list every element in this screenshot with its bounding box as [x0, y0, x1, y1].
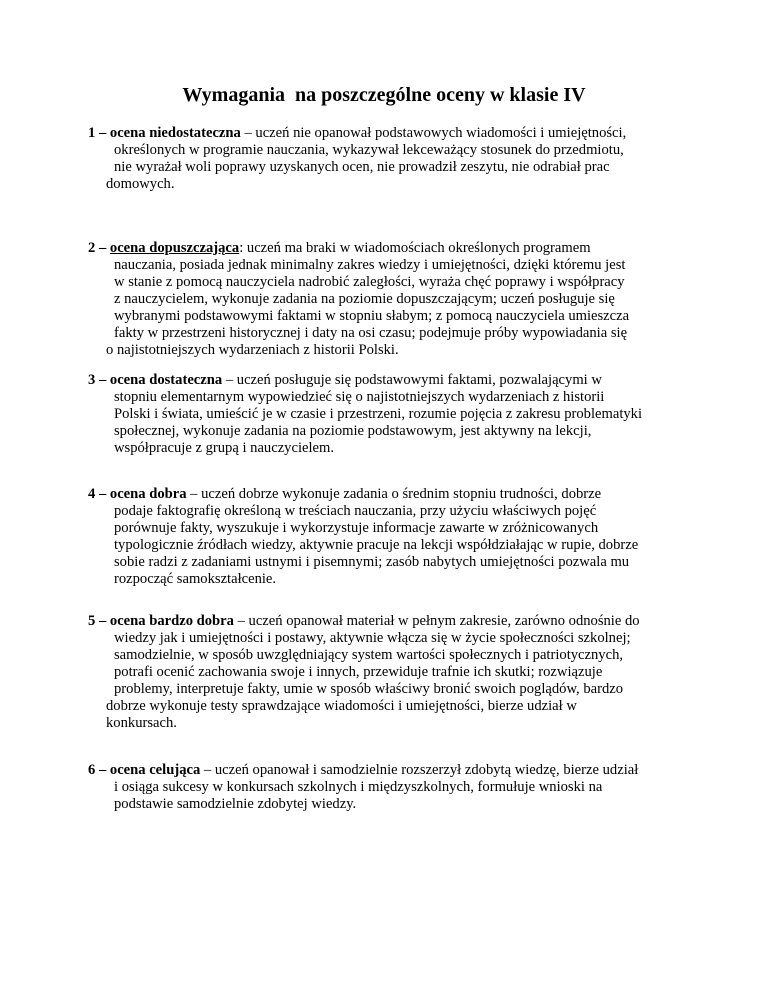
grade-section-1	[88, 125, 688, 193]
grade-first-line: 6 – ocena celująca – uczeń opanował i samodzielnie rozszerzył zdobytą wiedzę, bierze udział	[88, 762, 639, 778]
grade-first-line: 2 – ocena dopuszczająca: uczeń ma braki w wiadomościach określonych programem	[88, 240, 591, 256]
grade-text-line: problemy, interpretuje fakty, umie w sposób właściwy bronić swoich poglądów, bardzo	[114, 681, 624, 697]
grade-text-line: fakty w przestrzeni historycznej i daty na osi czasu; podejmuje próby wypowiadania się	[114, 325, 628, 341]
grade-name: ocena dopuszczająca	[109, 240, 240, 256]
grade-separator: :	[239, 240, 247, 256]
grade-section-6	[88, 762, 688, 813]
grade-text-line: współpracuje z grupą i nauczycielem.	[114, 440, 335, 456]
grade-first-line: 5 – ocena bardzo dobra – uczeń opanował materiał w pełnym zakresie, zarówno odnośnie do	[88, 613, 640, 629]
grade-section-5	[88, 613, 688, 732]
grade-number: 5	[88, 613, 96, 629]
grade-number: 2	[88, 240, 96, 256]
grade-text-line: z nauczycielem, wykonuje zadania na poziomie dopuszczającym; uczeń posługuje się	[114, 291, 615, 307]
grade-first-line: 3 – ocena dostateczna – uczeń posługuje się podstawowymi faktami, pozwalającymi w	[88, 372, 602, 388]
grade-text-line: nie wyrażał woli poprawy uzyskanych ocen, nie prowadził zeszytu, nie odrabiał prac	[114, 159, 610, 175]
grade-text-line: uczeń ma braki w wiadomościach określonych programem	[246, 240, 591, 256]
grade-text-line: nauczania, posiada jednak minimalny zakres wiedzy i umiejętności, dzięki któremu jest	[114, 257, 626, 273]
grade-separator: –	[222, 372, 237, 388]
grade-text-line: uczeń opanował i samodzielnie rozszerzył zdobytą wiedzę, bierze udział	[214, 762, 639, 778]
grade-text-line: sobie radzi z zadaniami ustnymi i pisemnymi; zasób nabytych umiejętności pozwala mu	[114, 554, 630, 570]
grade-number: 1	[88, 125, 96, 141]
grade-section-3	[88, 372, 688, 457]
grade-number: 4	[88, 486, 96, 502]
grade-text-line: w stanie z pomocą nauczyciela nadrobić zaległości, wyraża chęć poprawy i współpracy	[114, 274, 625, 290]
grade-text-line: i osiąga sukcesy w konkursach szkolnych i międzyszkolnych, formułuje wnioski na	[114, 779, 603, 795]
grade-number: 3	[88, 372, 96, 388]
grade-text-line: o najistotniejszych wydarzeniach z historii Polski.	[106, 342, 399, 358]
grade-section-4	[88, 486, 688, 588]
grade-text-line: samodzielnie, w sposób uwzględniający system wartości społecznych i patriotycznych,	[114, 647, 624, 663]
grade-text-line: rozpocząć samokształcenie.	[114, 571, 277, 587]
grade-text-line: uczeń nie opanował podstawowych wiadomości i umiejętności,	[255, 125, 627, 141]
grade-text-line: społecznej, wykonuje zadania na poziomie podstawowym, jest aktywny na lekcji,	[114, 423, 592, 439]
grade-separator: –	[186, 486, 202, 502]
grade-text-line: określonych w programie nauczania, wykazywał lekceważący stosunek do przedmiotu,	[114, 142, 624, 158]
grade-text-line: potrafi ocenić zachowania swoje i innych, przewiduje trafnie ich skutki; rozwiązuje	[114, 664, 603, 680]
grade-text-line: wybranymi podstawowymi faktami w stopniu słabym; z pomocą nauczyciela umieszcza	[114, 308, 630, 324]
page-title: Wymagania na poszczególne oceny w klasie IV	[182, 84, 586, 106]
grade-section-2	[88, 240, 688, 359]
grade-name: ocena dostateczna	[109, 372, 223, 388]
grade-first-line: 4 – ocena dobra – uczeń dobrze wykonuje zadania o średnim stopniu trudności, dobrze	[88, 486, 602, 502]
grade-text-line: porównuje fakty, wyszukuje i wykorzystuje informacje zawarte w zróżnicowanych	[114, 520, 599, 536]
grade-number: 6	[88, 762, 96, 778]
grade-text-line: podstawie samodzielnie zdobytej wiedzy.	[114, 796, 357, 812]
grade-text-line: uczeń opanował materiał w pełnym zakresie, zarówno odnośnie do	[248, 613, 640, 629]
grade-text-line: podaje faktografię określoną w treściach nauczania, przy użyciu właściwych pojęć	[114, 503, 597, 519]
grade-text-line: Polski i świata, umieścić je w czasie i przestrzeni, rozumie pojęcia z zakresu problematyki	[114, 406, 643, 422]
grade-first-line: 1 – ocena niedostateczna – uczeń nie opanował podstawowych wiadomości i umiejętności,	[88, 125, 627, 141]
grade-name: ocena dobra	[109, 486, 187, 502]
grade-text-line: uczeń posługuje się podstawowymi faktami, pozwalającymi w	[236, 372, 602, 388]
grade-text-line: konkursach.	[106, 715, 177, 731]
grade-text-line: uczeń dobrze wykonuje zadania o średnim stopniu trudności, dobrze	[201, 486, 602, 502]
grade-name: ocena celująca	[109, 762, 201, 778]
grade-text-line: stopniu elementarnym wypowiedzieć się o najistotniejszych wydarzeniach z historii	[114, 389, 605, 405]
grade-text-line: domowych.	[106, 176, 175, 192]
grade-text-line: dobrze wykonuje testy sprawdzające wiadomości i umiejętności, bierze udział w	[106, 698, 577, 714]
grade-name: ocena niedostateczna	[109, 125, 241, 141]
grade-text-line: wiedzy jak i umiejętności i postawy, aktywnie włącza się w życie społeczności szkolnej;	[114, 630, 631, 646]
grade-separator: –	[233, 613, 249, 629]
grade-separator: –	[240, 125, 256, 141]
grade-name: ocena bardzo dobra	[109, 613, 234, 629]
grade-separator: –	[200, 762, 215, 778]
grade-text-line: typologicznie źródłach wiedzy, aktywnie pracuje na lekcji współdziałając w rupie, dobrze	[114, 537, 639, 553]
